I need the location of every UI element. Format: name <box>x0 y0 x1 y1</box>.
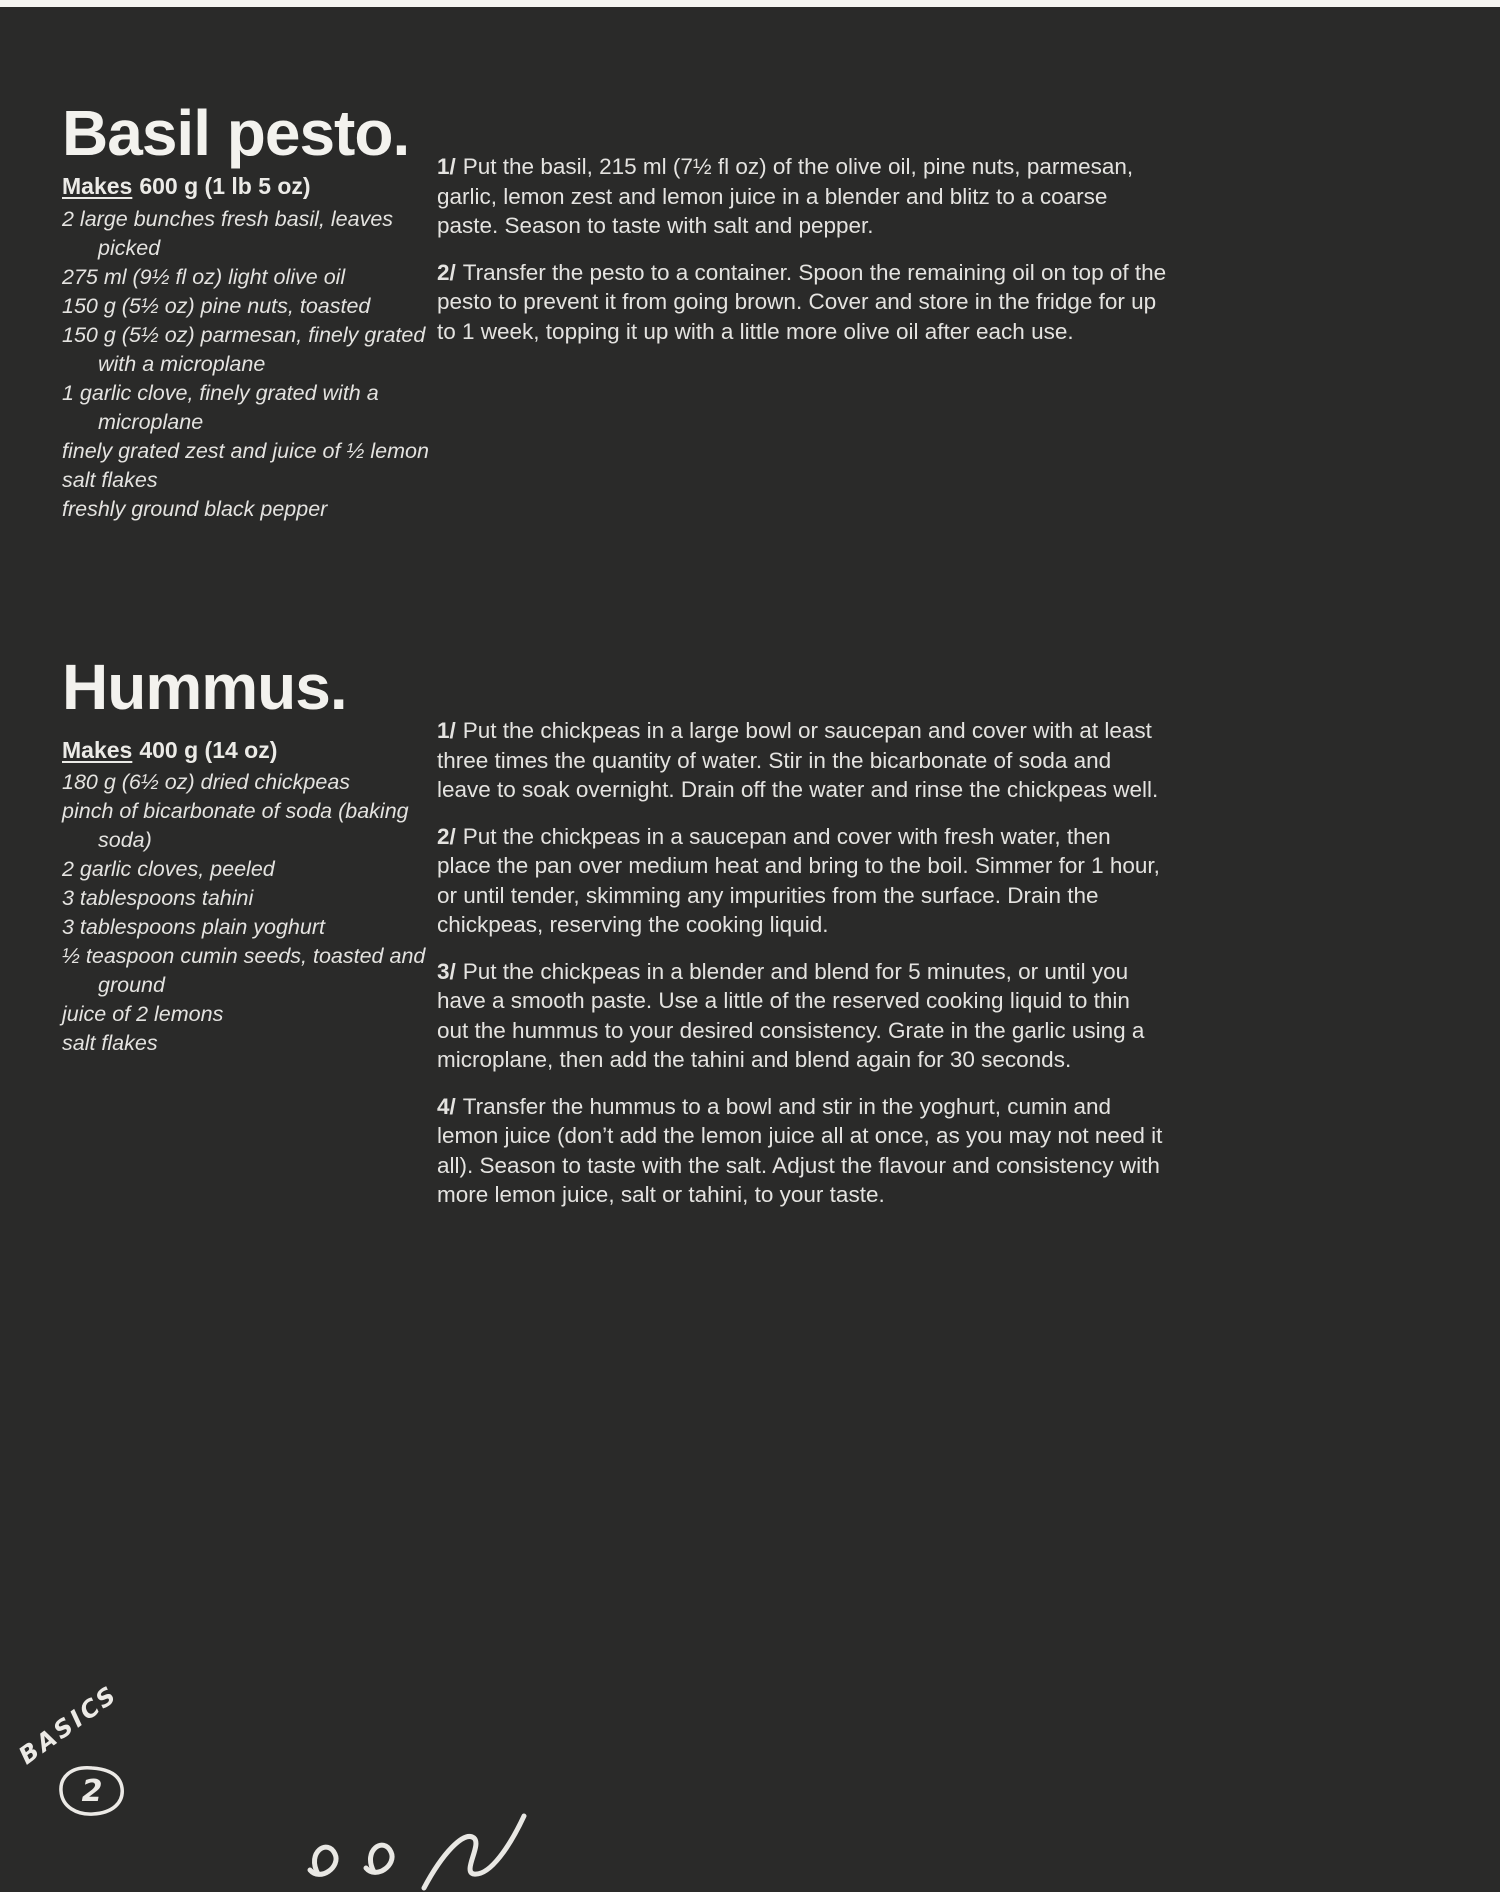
ingredient-item: 150 g (5½ oz) pine nuts, toasted <box>62 294 371 318</box>
step-item <box>437 152 1167 241</box>
step-number: 2/ <box>437 259 456 285</box>
step-text: Put the chickpeas in a blender and blend for 5 minutes, or until you have a smooth paste. Use a little of the reserved cooking liquid to thin out the hummus to your desired consistency. Grate in the garlic using a microplane, then add the tahini and blend again for 30 seconds. <box>437 958 1145 1072</box>
ingredient-list <box>62 205 430 524</box>
ingredient-item: 150 g (5½ oz) parmesan, finely grated with a microplane <box>62 323 426 376</box>
ingredient-item: 2 garlic cloves, peeled <box>62 857 275 881</box>
ingredient-item: salt flakes <box>62 1031 158 1055</box>
ingredient-item: 2 large bunches fresh basil, leaves picked <box>62 207 394 260</box>
recipe-title-hummus: Hummus. <box>62 650 347 723</box>
step-item <box>437 822 1167 940</box>
step-text: Transfer the hummus to a bowl and stir in the yoghurt, cumin and lemon juice (don’t add the lemon juice all at once, as you may not need it all). Season to taste with the salt. Adjust the flavour and consistency with more lemon juice, salt or tahini, to your taste. <box>437 1093 1163 1207</box>
method-steps <box>437 716 1167 1227</box>
ingredient-item: juice of 2 lemons <box>62 1002 224 1026</box>
basics-handwritten-label: BASICS <box>13 1679 124 1770</box>
makes-line <box>62 737 277 764</box>
page-number-badge <box>54 1762 130 1822</box>
ingredient-item: 180 g (6½ oz) dried chickpeas <box>62 770 351 794</box>
step-item <box>437 957 1167 1075</box>
step-text: Put the chickpeas in a large bowl or saucepan and cover with at least three times the quantity of water. Stir in the bicarbonate of soda and leave to soak overnight. Drain off the water and rinse the chickpeas well. <box>437 718 1159 802</box>
makes-amount: 400 g (14 oz) <box>139 737 278 763</box>
ingredient-item: finely grated zest and juice of ½ lemon <box>62 439 429 463</box>
step-item <box>437 716 1167 805</box>
step-number: 4/ <box>437 1093 456 1119</box>
step-text: Put the basil, 215 ml (7½ fl oz) of the olive oil, pine nuts, parmesan, garlic, lemon zest and lemon juice in a blender and blitz to a coarse paste. Season to taste with salt and pepper. <box>437 154 1134 238</box>
step-item <box>437 258 1167 347</box>
ingredient-list <box>62 768 430 1058</box>
method-steps <box>437 152 1167 363</box>
recipe-title-basil-pesto: Basil pesto. <box>62 96 410 169</box>
signature-scribble-icon <box>296 1810 586 1892</box>
step-number: 3/ <box>437 958 456 984</box>
ingredient-item: pinch of bicarbonate of soda (baking soda) <box>62 799 409 852</box>
makes-amount: 600 g (1 lb 5 oz) <box>139 173 311 199</box>
makes-line <box>62 173 311 200</box>
ingredient-item: freshly ground black pepper <box>62 497 328 521</box>
makes-label: Makes <box>62 173 133 199</box>
step-item <box>437 1092 1167 1210</box>
makes-label: Makes <box>62 737 133 763</box>
ingredient-item: 1 garlic clove, finely grated with a microplane <box>62 381 379 434</box>
footer-page-marker <box>13 1679 164 1830</box>
step-text: Transfer the pesto to a container. Spoon the remaining oil on top of the pesto to prevent it from going brown. Cover and store in the fridge for up to 1 week, topping it up with a little more olive oil after each use. <box>437 259 1167 344</box>
step-number: 1/ <box>437 718 456 743</box>
ingredient-item: 3 tablespoons plain yoghurt <box>62 915 325 939</box>
ingredient-item: 3 tablespoons tahini <box>62 886 254 910</box>
ingredient-item: salt flakes <box>62 468 158 492</box>
ingredient-item: 275 ml (9½ fl oz) light olive oil <box>62 265 346 289</box>
step-number: 2/ <box>437 823 456 849</box>
page-number: 2 <box>81 1774 103 1809</box>
ingredient-item: ½ teaspoon cumin seeds, toasted and ground <box>62 944 426 997</box>
step-number: 1/ <box>437 154 456 179</box>
step-text: Put the chickpeas in a saucepan and cover with fresh water, then place the pan over medium heat and bring to the boil. Simmer for 1 hour, or until tender, skimming any impurities from the surface. Drain the chickpeas, reserving the cooking liquid. <box>437 823 1160 937</box>
scan-edge-artifact <box>0 0 1500 7</box>
